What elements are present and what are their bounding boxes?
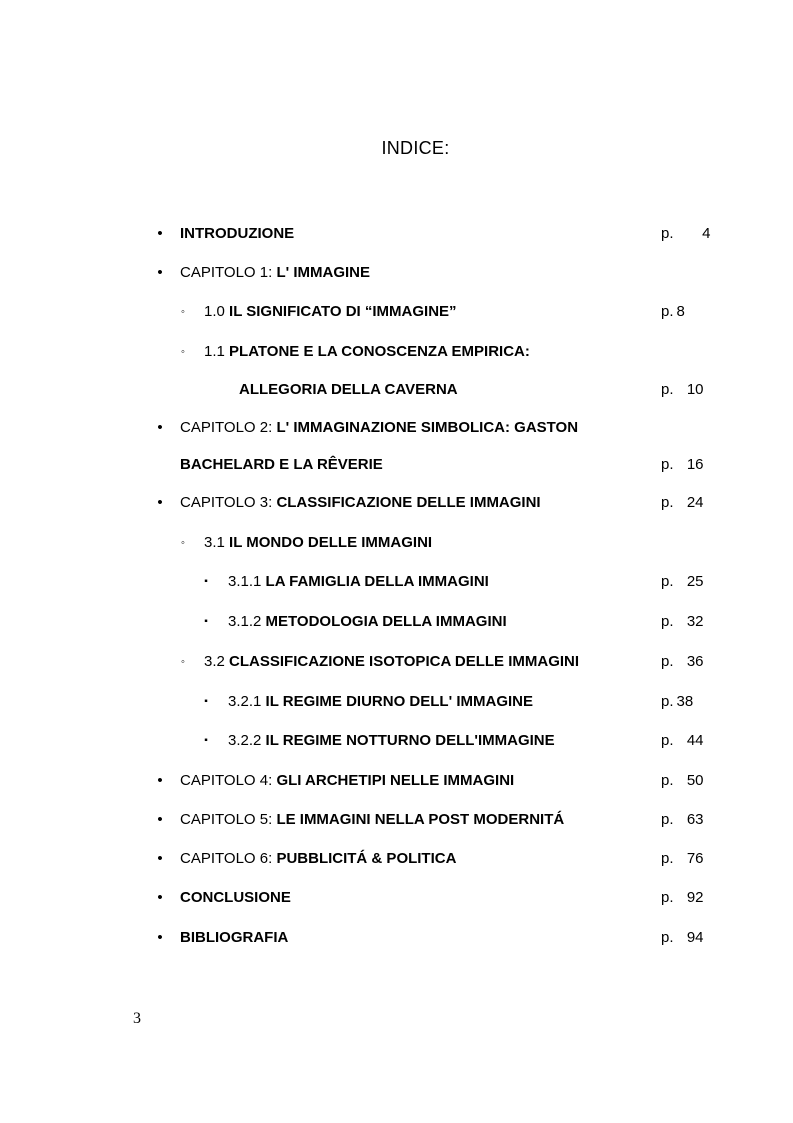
entry-prefix: CAPITOLO 4:: [180, 772, 277, 789]
bullet-icon: •: [157, 889, 163, 906]
entry-prefix: CAPITOLO 6:: [180, 850, 277, 867]
entry-page: p. 32: [661, 613, 704, 630]
entry-page: p. 8: [661, 303, 685, 320]
bullet-icon: •: [157, 850, 163, 867]
bullet-icon: •: [157, 264, 163, 281]
square-bullet-icon: ▪: [204, 735, 208, 746]
toc-entry-capitolo-6: [0, 848, 793, 870]
entry-label: CLASSIFICAZIONE ISOTOPICA DELLE IMMAGINI: [229, 653, 580, 670]
entry-page: p. 16: [661, 456, 704, 473]
bullet-icon: •: [157, 494, 163, 511]
bullet-icon: •: [157, 419, 163, 436]
toc-entry-capitolo-2: [0, 417, 793, 439]
entry-prefix: CAPITOLO 3:: [180, 494, 277, 511]
entry-label: L' IMMAGINAZIONE SIMBOLICA: GASTON: [276, 419, 579, 436]
entry-prefix: 3.2.2: [228, 732, 266, 749]
square-bullet-icon: ▪: [204, 696, 208, 707]
bullet-icon: •: [157, 811, 163, 828]
entry-page: p. 63: [661, 811, 704, 828]
toc-entry-3-1: [0, 532, 793, 554]
toc-entry-1-1-continuation: [0, 379, 793, 401]
entry-page: p. 92: [661, 889, 704, 906]
entry-label: PLATONE E LA CONOSCENZA EMPIRICA:: [229, 343, 530, 360]
page-number: 3: [133, 1010, 141, 1027]
hollow-bullet-icon: ◦: [181, 656, 185, 668]
toc-entry-3-2-2: [0, 730, 793, 752]
bullet-icon: •: [157, 929, 163, 946]
entry-label: IL SIGNIFICATO DI “IMMAGINE”: [229, 303, 457, 320]
entry-label: IL MONDO DELLE IMMAGINI: [229, 534, 433, 551]
entry-prefix: 3.1.2: [228, 613, 266, 630]
toc-entry-bibliografia: [0, 927, 793, 949]
entry-prefix: 3.1.1: [228, 573, 266, 590]
entry-page: p. 25: [661, 573, 704, 590]
entry-page: p. 94: [661, 929, 704, 946]
entry-page: p. 76: [661, 850, 704, 867]
toc-entry-1-1: [0, 341, 793, 363]
entry-label: LE IMMAGINI NELLA POST MODERNITÁ: [276, 811, 565, 828]
entry-page: p. 38: [661, 693, 694, 710]
toc-entry-3-2-1: [0, 691, 793, 713]
entry-label: INTRODUZIONE: [180, 225, 295, 242]
entry-prefix: 1.0: [204, 303, 230, 320]
toc-entry-capitolo-1: [0, 262, 793, 284]
toc-entry-capitolo-5: [0, 809, 793, 831]
square-bullet-icon: ▪: [204, 576, 208, 587]
entry-label: GLI ARCHETIPI NELLE IMMAGINI: [276, 772, 515, 789]
entry-label: L' IMMAGINE: [276, 264, 370, 281]
toc-entry-capitolo-3: [0, 492, 793, 514]
square-bullet-icon: ▪: [204, 616, 208, 627]
toc-entry-1-0: [0, 301, 793, 323]
toc-title: INDICE:: [381, 138, 450, 158]
entry-label: CLASSIFICAZIONE DELLE IMMAGINI: [276, 494, 541, 511]
entry-label: CONCLUSIONE: [180, 889, 291, 906]
hollow-bullet-icon: ◦: [181, 306, 185, 318]
entry-page: p. 50: [661, 772, 704, 789]
entry-page: p. 24: [661, 494, 704, 511]
toc-entry-3-1-2: [0, 611, 793, 633]
entry-prefix: CAPITOLO 2:: [180, 419, 277, 436]
entry-prefix: 3.2: [204, 653, 230, 670]
hollow-bullet-icon: ◦: [181, 537, 185, 549]
entry-page: p. 4: [661, 225, 711, 242]
entry-page: p. 44: [661, 732, 704, 749]
entry-label: LA FAMIGLIA DELLA IMMAGINI: [265, 573, 489, 590]
entry-page: p. 10: [661, 381, 704, 398]
entry-prefix: 1.1: [204, 343, 230, 360]
entry-label: IL REGIME DIURNO DELL' IMMAGINE: [265, 693, 533, 710]
toc-entry-conclusione: [0, 887, 793, 909]
bullet-icon: •: [157, 772, 163, 789]
bullet-icon: •: [157, 225, 163, 242]
toc-entry-capitolo-2-continuation: [0, 454, 793, 476]
toc-entry-capitolo-4: [0, 770, 793, 792]
entry-page: p. 36: [661, 653, 704, 670]
hollow-bullet-icon: ◦: [181, 346, 185, 358]
entry-label: METODOLOGIA DELLA IMMAGINI: [265, 613, 507, 630]
entry-prefix: CAPITOLO 1:: [180, 264, 277, 281]
entry-prefix: 3.1: [204, 534, 230, 551]
toc-entry-introduzione: [0, 223, 793, 245]
entry-prefix: 3.2.1: [228, 693, 266, 710]
toc-entry-3-1-1: [0, 571, 793, 593]
entry-label: PUBBLICITÁ & POLITICA: [276, 850, 457, 867]
entry-prefix: CAPITOLO 5:: [180, 811, 277, 828]
entry-label: ALLEGORIA DELLA CAVERNA: [239, 381, 458, 398]
entry-label: IL REGIME NOTTURNO DELL'IMMAGINE: [265, 732, 555, 749]
toc-entry-3-2: [0, 651, 793, 673]
entry-label: BACHELARD E LA RÊVERIE: [180, 456, 383, 473]
entry-label: BIBLIOGRAFIA: [180, 929, 289, 946]
